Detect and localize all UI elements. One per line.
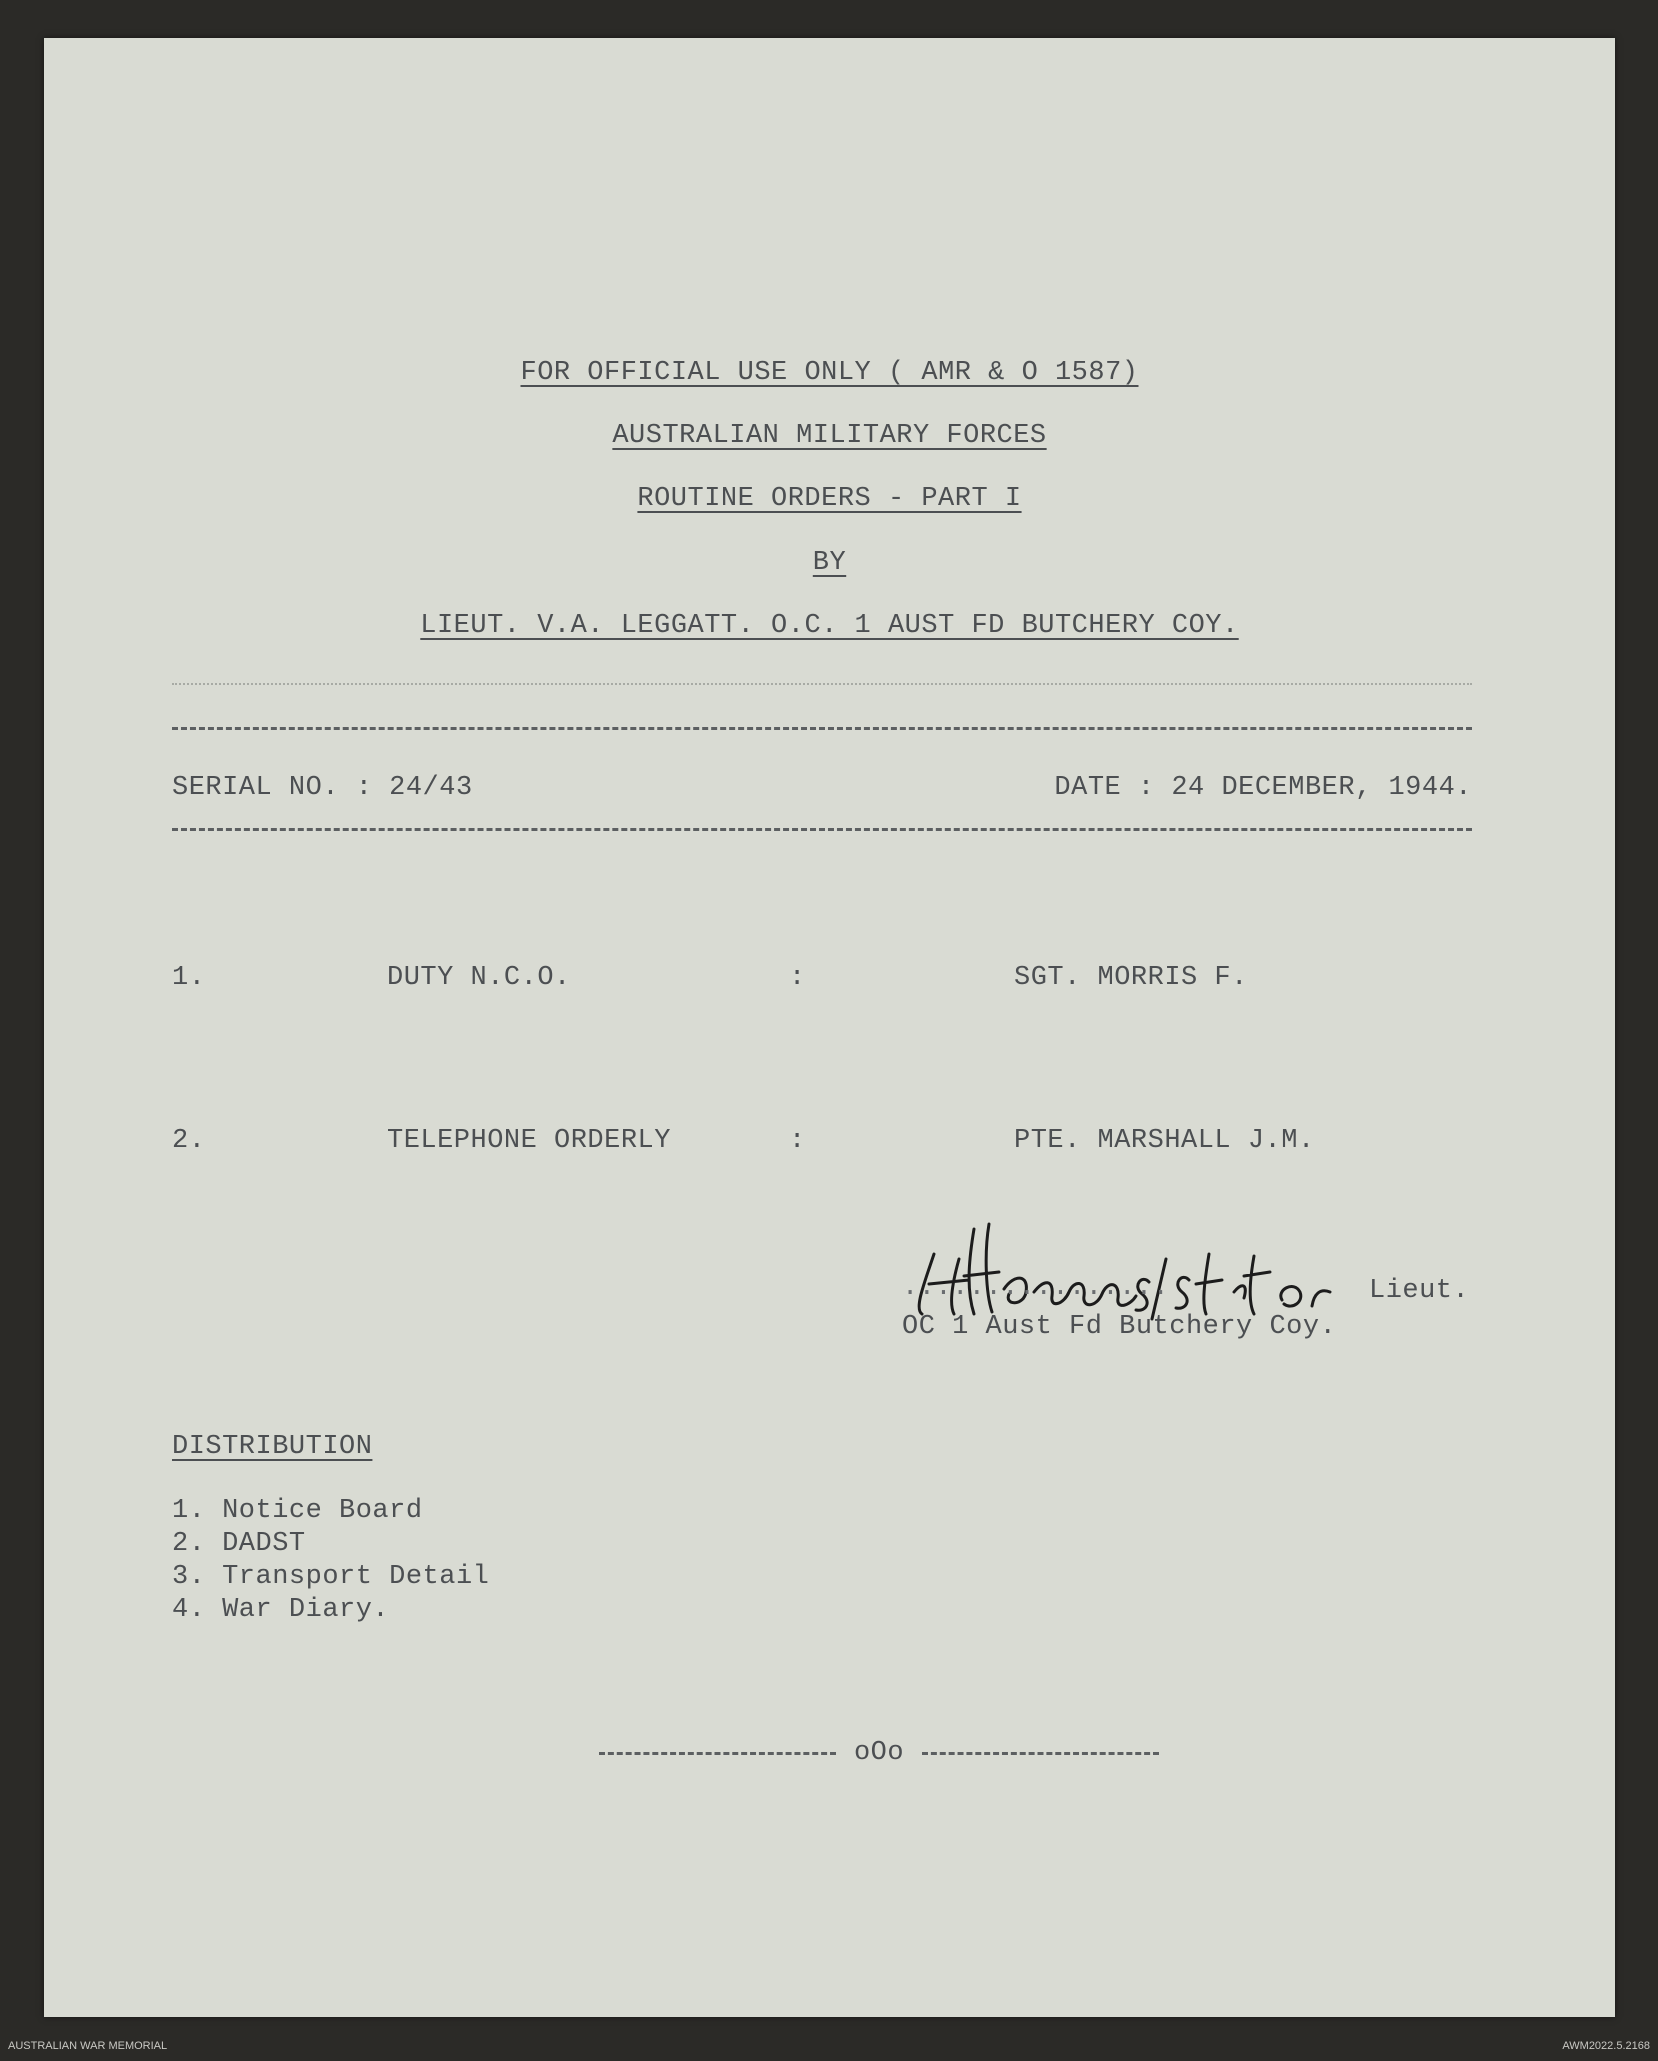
dashed-separator-bottom bbox=[172, 828, 1472, 831]
archive-footer-right: AWM2022.5.2168 bbox=[1562, 2040, 1650, 2052]
order-2-separator: : bbox=[789, 1126, 806, 1156]
end-dash-right bbox=[922, 1752, 1159, 1755]
document-page bbox=[44, 38, 1615, 2017]
heading-issuer: LIEUT. V.A. LEGGATT. O.C. 1 AUST FD BUTCHERY COY. bbox=[420, 611, 1239, 641]
distribution-item-1: 1. Notice Board bbox=[172, 1496, 423, 1526]
dotted-separator bbox=[172, 683, 1472, 685]
end-mark-text: oOo bbox=[853, 1738, 905, 1768]
archive-footer-left: AUSTRALIAN WAR MEMORIAL bbox=[8, 2040, 168, 2052]
distribution-item-4: 4. War Diary. bbox=[172, 1595, 390, 1625]
order-2-person: PTE. MARSHALL J.M. bbox=[1014, 1126, 1315, 1156]
serial-number: SERIAL NO. : 24/43 bbox=[172, 773, 473, 803]
end-dash-left bbox=[599, 1752, 836, 1755]
heading-by: BY bbox=[812, 548, 847, 578]
distribution-item-3: 3. Transport Detail bbox=[172, 1562, 490, 1592]
order-1-role: DUTY N.C.O. bbox=[387, 963, 571, 993]
order-2-role: TELEPHONE ORDERLY bbox=[387, 1126, 671, 1156]
heading-official-use: FOR OFFICIAL USE ONLY ( AMR & O 1587) bbox=[520, 358, 1139, 388]
end-of-document-mark bbox=[599, 1738, 1159, 1768]
signature-rank: Lieut. bbox=[1369, 1276, 1470, 1306]
signature-dots: ................ bbox=[902, 1273, 1170, 1303]
heading-routine-orders: ROUTINE ORDERS - PART I bbox=[637, 484, 1022, 514]
order-date: DATE : 24 DECEMBER, 1944. bbox=[1054, 773, 1472, 803]
dashed-separator-top bbox=[172, 727, 1472, 730]
order-1-number: 1. bbox=[172, 963, 206, 993]
signature-unit: OC 1 Aust Fd Butchery Coy. bbox=[902, 1312, 1337, 1342]
heading-forces: AUSTRALIAN MILITARY FORCES bbox=[612, 421, 1047, 451]
order-1-person: SGT. MORRIS F. bbox=[1014, 963, 1248, 993]
distribution-item-2: 2. DADST bbox=[172, 1529, 306, 1559]
handwritten-signature bbox=[904, 1214, 1384, 1324]
order-1-separator: : bbox=[789, 963, 806, 993]
order-2-number: 2. bbox=[172, 1126, 206, 1156]
distribution-title: DISTRIBUTION bbox=[172, 1432, 373, 1462]
